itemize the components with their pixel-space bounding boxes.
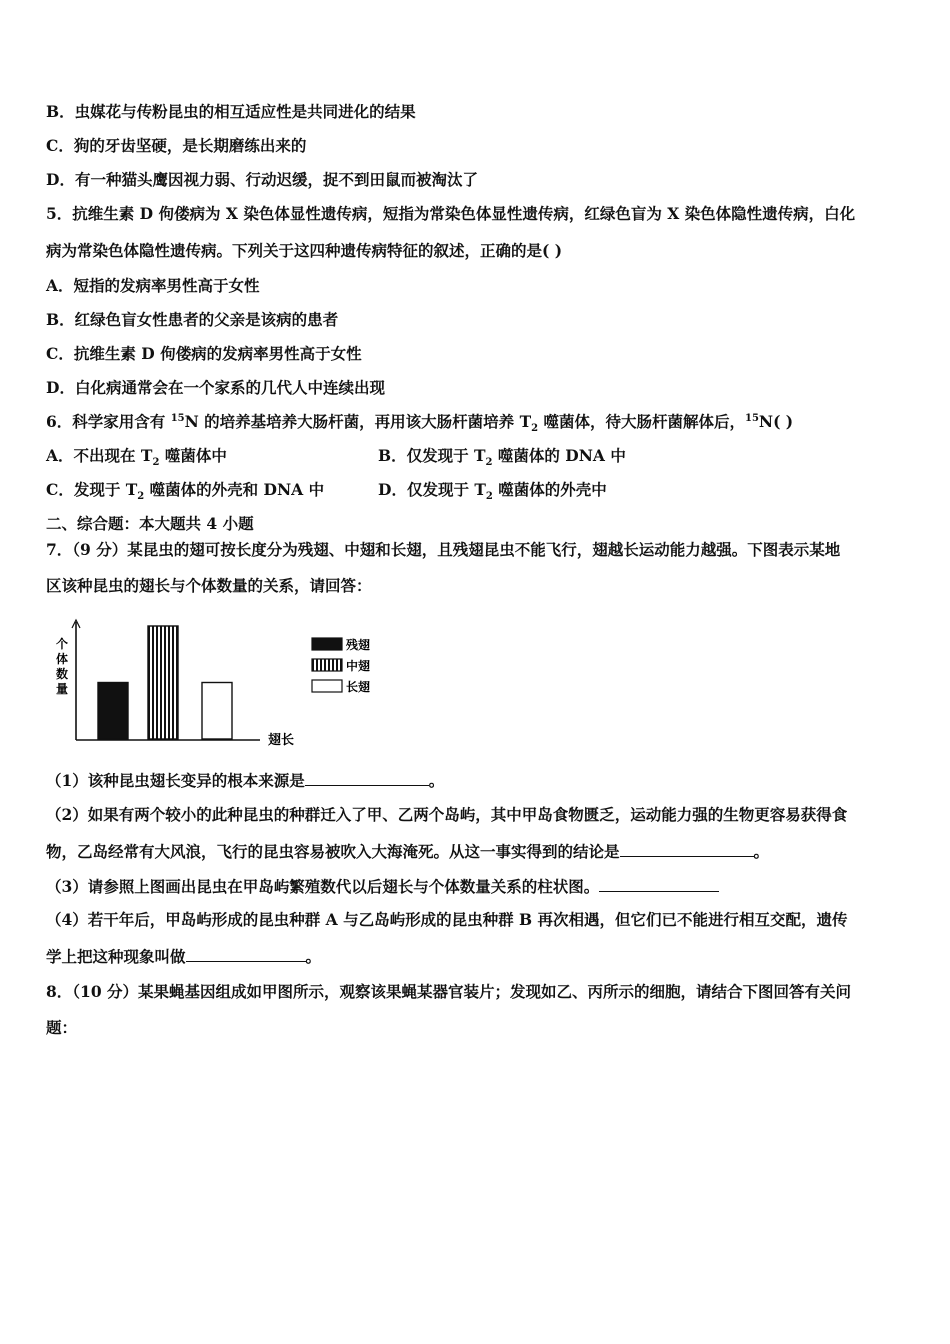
q7-part3-blank[interactable] [599,876,719,892]
section-heading: 二、综合题：本大题共 4 小题 [46,514,254,533]
q6-option-c-post: 噬菌体的外壳和 DNA 中 [144,480,325,499]
q5-option-d: D．白化病通常会在一个家系的几代人中连续出现 [46,378,385,397]
q6-stem-mid2: 噬菌体，待大肠杆菌解体后， [538,412,745,431]
q7-part1 [46,770,444,791]
q6-option-d-sub: 2 [485,491,493,503]
q4-option-c: C．狗的牙齿坚硬，是长期磨练出来的 [46,136,307,155]
q6-option-a-pre: A．不出现在 T [46,446,153,465]
q6-stem-pre: 6．科学家用含有 [46,412,171,431]
q4-option-d: D．有一种猫头鹰因视力弱、行动迟缓，捉不到田鼠而被淘汰了 [46,170,478,189]
legend-label-长翅: 长翅 [346,680,371,694]
q7-part4-line2 [46,946,321,967]
q6-option-d-pre: D．仅发现于 T [378,480,486,499]
q7-part3-text: （3）请参照上图画出昆虫在甲岛屿繁殖数代以后翅长与个体数量关系的柱状图。 [46,877,600,896]
q7-stem-line2: 区该种昆虫的翅长与个体数量的关系，请回答： [46,576,372,595]
q6-stem-post: N( ) [758,412,794,431]
bar-残翅 [98,683,128,740]
wing-length-bar-chart [52,614,392,754]
q6-option-b-sub: 2 [485,457,493,469]
q6-option-d-post: 噬菌体的外壳中 [492,480,607,499]
q6-option-c [46,480,325,503]
q8-stem-line1: 8．（10 分）某果蝇基因组成如甲图所示，观察该果蝇某器官装片；发现如乙、丙所示的细胞，请结合下图回答有关问 [46,982,852,1001]
legend-label-残翅: 残翅 [346,638,371,652]
q5-stem-line1: 5．抗维生素 D 佝偻病为 X 染色体显性遗传病，短指为常染色体显性遗传病，红绿色盲为 X 染色体隐性遗传病，白化 [46,204,856,223]
q6-options-row2 [46,480,906,503]
q6-option-b-post: 噬菌体的 DNA 中 [492,446,626,465]
bar-长翅 [202,683,232,740]
q5-stem-line2: 病为常染色体隐性遗传病。下列关于这四种遗传病特征的叙述，正确的是( ) [46,241,563,260]
q7-part3 [46,876,719,897]
q6-sup1: 15 [170,412,185,424]
q6-stem [46,412,794,435]
y-axis-label-char: 量 [56,682,69,696]
q6-option-b [378,446,626,469]
q8-stem-line2: 题： [46,1018,78,1037]
legend-swatch-残翅 [312,638,342,650]
q7-stem-line1: 7．（9 分）某昆虫的翅可按长度分为残翅、中翅和长翅，且残翅昆虫不能飞行，翅越长运动能力越强。下图表示某地 [46,540,841,559]
q7-part1-text: （1）该种昆虫翅长变异的根本来源是 [46,771,305,790]
q7-part2-blank[interactable] [620,841,754,857]
y-axis-label-char: 个 [56,637,69,651]
q5-option-c: C．抗维生素 D 佝偻病的发病率男性高于女性 [46,344,362,363]
q7-part2-line1: （2）如果有两个较小的此种昆虫的种群迁入了甲、乙两个岛屿，其中甲岛食物匮乏，运动能力强的生物更容易获得食 [46,805,848,824]
q5-option-a: A．短指的发病率男性高于女性 [46,276,260,295]
q6-sub1: 2 [531,423,539,435]
bar-中翅 [148,626,178,739]
q7-part2-end: 。 [753,842,770,861]
q6-option-a-sub: 2 [152,457,160,469]
q6-sup2: 15 [744,412,759,424]
q6-options-row1 [46,446,906,469]
q7-part2-text: 物，乙岛经常有大风浪，飞行的昆虫容易被吹入大海淹死。从这一事实得到的结论是 [46,842,620,861]
q7-part4-line1: （4）若干年后，甲岛屿形成的昆虫种群 A 与乙岛屿形成的昆虫种群 B 再次相遇，但它们已不能进行相互交配，遗传 [46,910,848,929]
q6-option-c-sub: 2 [137,491,145,503]
q6-stem-mid: N 的培养基培养大肠杆菌，再用该大肠杆菌培养 T [184,412,532,431]
y-axis-label-char: 数 [56,667,69,681]
y-axis-label [56,636,68,696]
q6-option-b-pre: B．仅发现于 T [378,446,486,465]
q4-option-b: B．虫媒花与传粉昆虫的相互适应性是共同进化的结果 [46,102,416,121]
q7-part4-end: 。 [305,947,322,966]
q7-part2-line2 [46,841,769,862]
q7-part4-text: 学上把这种现象叫做 [46,947,186,966]
q6-option-c-pre: C．发现于 T [46,480,138,499]
q6-option-a-post: 噬菌体中 [159,446,227,465]
q7-part4-blank[interactable] [186,946,306,962]
legend-swatch-长翅 [312,680,342,692]
legend-label-中翅: 中翅 [346,659,371,673]
q7-part1-end: 。 [428,771,445,790]
q7-part1-blank[interactable] [305,770,429,786]
q6-option-a [46,446,227,469]
q6-option-d [378,480,607,503]
y-axis-label-char: 体 [56,652,69,666]
q5-option-b: B．红绿色盲女性患者的父亲是该病的患者 [46,310,339,329]
x-axis-label: 翅长 [268,733,295,748]
legend-swatch-中翅 [312,659,342,671]
